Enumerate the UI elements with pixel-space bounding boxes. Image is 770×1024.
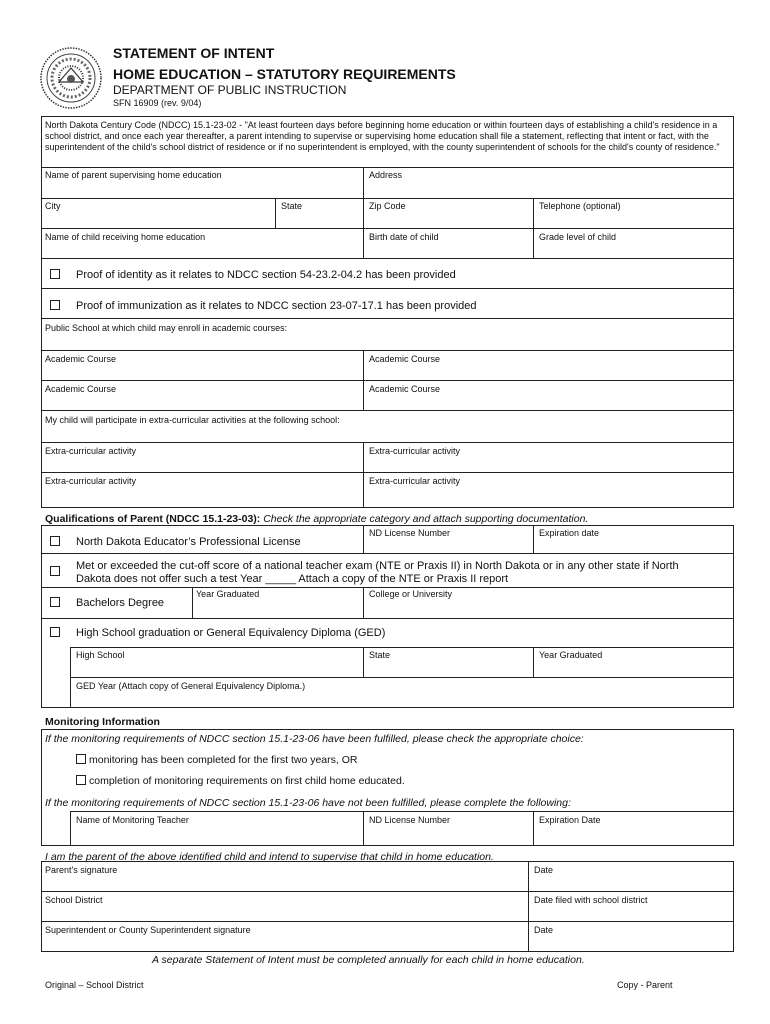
expiration-date-label: Expiration date	[539, 528, 600, 538]
telephone-label: Telephone (optional)	[539, 201, 621, 211]
zip-label: Zip Code	[369, 201, 406, 211]
school-district-label: School District	[45, 895, 103, 905]
year-graduated-label: Year Graduated	[196, 589, 260, 599]
monitoring-heading: Monitoring Information	[45, 716, 160, 728]
bachelors-text: Bachelors Degree	[76, 597, 165, 609]
academic-course-label: Academic Course	[369, 384, 441, 394]
parent-signature-label: Parent's signature	[45, 865, 118, 875]
extra-activity-label: Extra-curricular activity	[369, 446, 461, 456]
address-label: Address	[369, 170, 403, 180]
hs-year-label: Year Graduated	[539, 650, 603, 660]
superintendent-signature-label: Superintendent or County Superintendent signature	[45, 925, 251, 935]
extra-school-label: My child will participate in extra-curricular activities at the following school:	[45, 415, 340, 425]
monitoring-teacher-label: Name of Monitoring Teacher	[76, 815, 189, 825]
exam-checkbox[interactable]	[50, 566, 60, 576]
form-number: SFN 16909 (rev. 9/04)	[113, 98, 202, 108]
proof-immunization-checkbox[interactable]	[50, 300, 60, 310]
public-school-label: Public School at which child may enroll in academic courses:	[45, 323, 288, 333]
department-name: DEPARTMENT OF PUBLIC INSTRUCTION	[113, 83, 347, 97]
extra-activity-label: Extra-curricular activity	[369, 476, 461, 486]
monitoring-expiration-label: Expiration Date	[539, 815, 601, 825]
parent-statement: I am the parent of the above identified child and intend to supervise that child in home education.	[45, 851, 494, 863]
form-title: STATEMENT OF INTENT	[113, 45, 275, 61]
extra-activity-label: Extra-curricular activity	[45, 446, 137, 456]
superintendent-date-label: Date	[534, 925, 554, 935]
proof-identity-checkbox[interactable]	[50, 269, 60, 279]
educator-license-text: North Dakota Educator’s Professional License	[76, 536, 301, 548]
proof-immunization-text: Proof of immunization as it relates to NDCC section 23-07-17.1 has been provided	[76, 300, 477, 312]
hs-ged-text: High School graduation or General Equivalency Diploma (GED)	[76, 627, 386, 639]
academic-course-label: Academic Course	[45, 354, 117, 364]
extra-activity-label: Extra-curricular activity	[45, 476, 137, 486]
parent-name-label: Name of parent supervising home education	[45, 170, 222, 180]
monitoring-option2-text: completion of monitoring requirements on first child home educated.	[89, 775, 405, 787]
monitoring-option1-text: monitoring has been completed for the first two years, OR	[89, 754, 358, 766]
birth-date-label: Birth date of child	[369, 232, 439, 242]
college-label: College or University	[369, 589, 453, 599]
date-filed-label: Date filed with school district	[534, 895, 648, 905]
statute-intro: North Dakota Century Code (NDCC) 15.1-23-02 - "At least fourteen days before beginning home education or within fourteen days of establishing a child's residence in a school district, and once each year thereafter, a parent intending to supervise or supervising home education shall file a statement, reflecting that intent or fact, with the superintendent of the child's school district of residence or if no superintendent is employed, with the county superintendent of schools for the child's county of residence."	[45, 120, 720, 153]
high-school-label: High School	[76, 650, 125, 660]
city-field[interactable]	[41, 198, 276, 229]
monitoring-license-label: ND License Number	[369, 815, 451, 825]
address-field[interactable]	[363, 167, 734, 199]
bachelors-checkbox[interactable]	[50, 597, 60, 607]
form-subtitle: HOME EDUCATION – STATUTORY REQUIREMENTS	[113, 66, 456, 82]
parent-date-label: Date	[534, 865, 554, 875]
parent-copy-label: Copy - Parent	[617, 980, 673, 990]
monitoring-not-fulfilled-text: If the monitoring requirements of NDCC section 15.1-23-06 have not been fulfilled, please complete the following:	[45, 797, 571, 809]
ged-year-label: GED Year (Attach copy of General Equivalency Diploma.)	[76, 681, 306, 691]
school-district-field[interactable]	[41, 891, 529, 922]
hs-state-label: State	[369, 650, 391, 660]
original-copy-label: Original – School District	[45, 980, 144, 990]
qualifications-heading: Qualifications of Parent (NDCC 15.1-23-03): Check the appropriate category and attach supporting documentation.	[45, 513, 589, 525]
academic-course-label: Academic Course	[45, 384, 117, 394]
monitoring-option1-checkbox[interactable]	[76, 754, 86, 764]
license-number-label: ND License Number	[369, 528, 451, 538]
city-label: City	[45, 201, 61, 211]
state-label: State	[281, 201, 303, 211]
exam-text-line2: Dakota does not offer such a test Year _____ Attach a copy of the NTE or Praxis II report	[76, 573, 509, 585]
parent-date-field[interactable]	[528, 861, 734, 892]
academic-course-label: Academic Course	[369, 354, 441, 364]
annual-note: A separate Statement of Intent must be completed annually for each child in home education.	[152, 954, 585, 966]
hs-ged-checkbox[interactable]	[50, 627, 60, 637]
proof-identity-text: Proof of identity as it relates to NDCC section 54-23.2-04.2 has been provided	[76, 269, 456, 281]
superintendent-date-field[interactable]	[528, 921, 734, 952]
educator-license-checkbox[interactable]	[50, 536, 60, 546]
state-seal-logo	[39, 46, 103, 110]
monitoring-option2-checkbox[interactable]	[76, 775, 86, 785]
child-name-label: Name of child receiving home education	[45, 232, 206, 242]
monitoring-fulfilled-text: If the monitoring requirements of NDCC section 15.1-23-06 have been fulfilled, please check the appropriate choice:	[45, 733, 584, 745]
exam-text-line1: Met or exceeded the cut-off score of a national teacher exam (NTE or Praxis II) in North Dakota or in any other state if North	[76, 560, 679, 572]
grade-label: Grade level of child	[539, 232, 617, 242]
